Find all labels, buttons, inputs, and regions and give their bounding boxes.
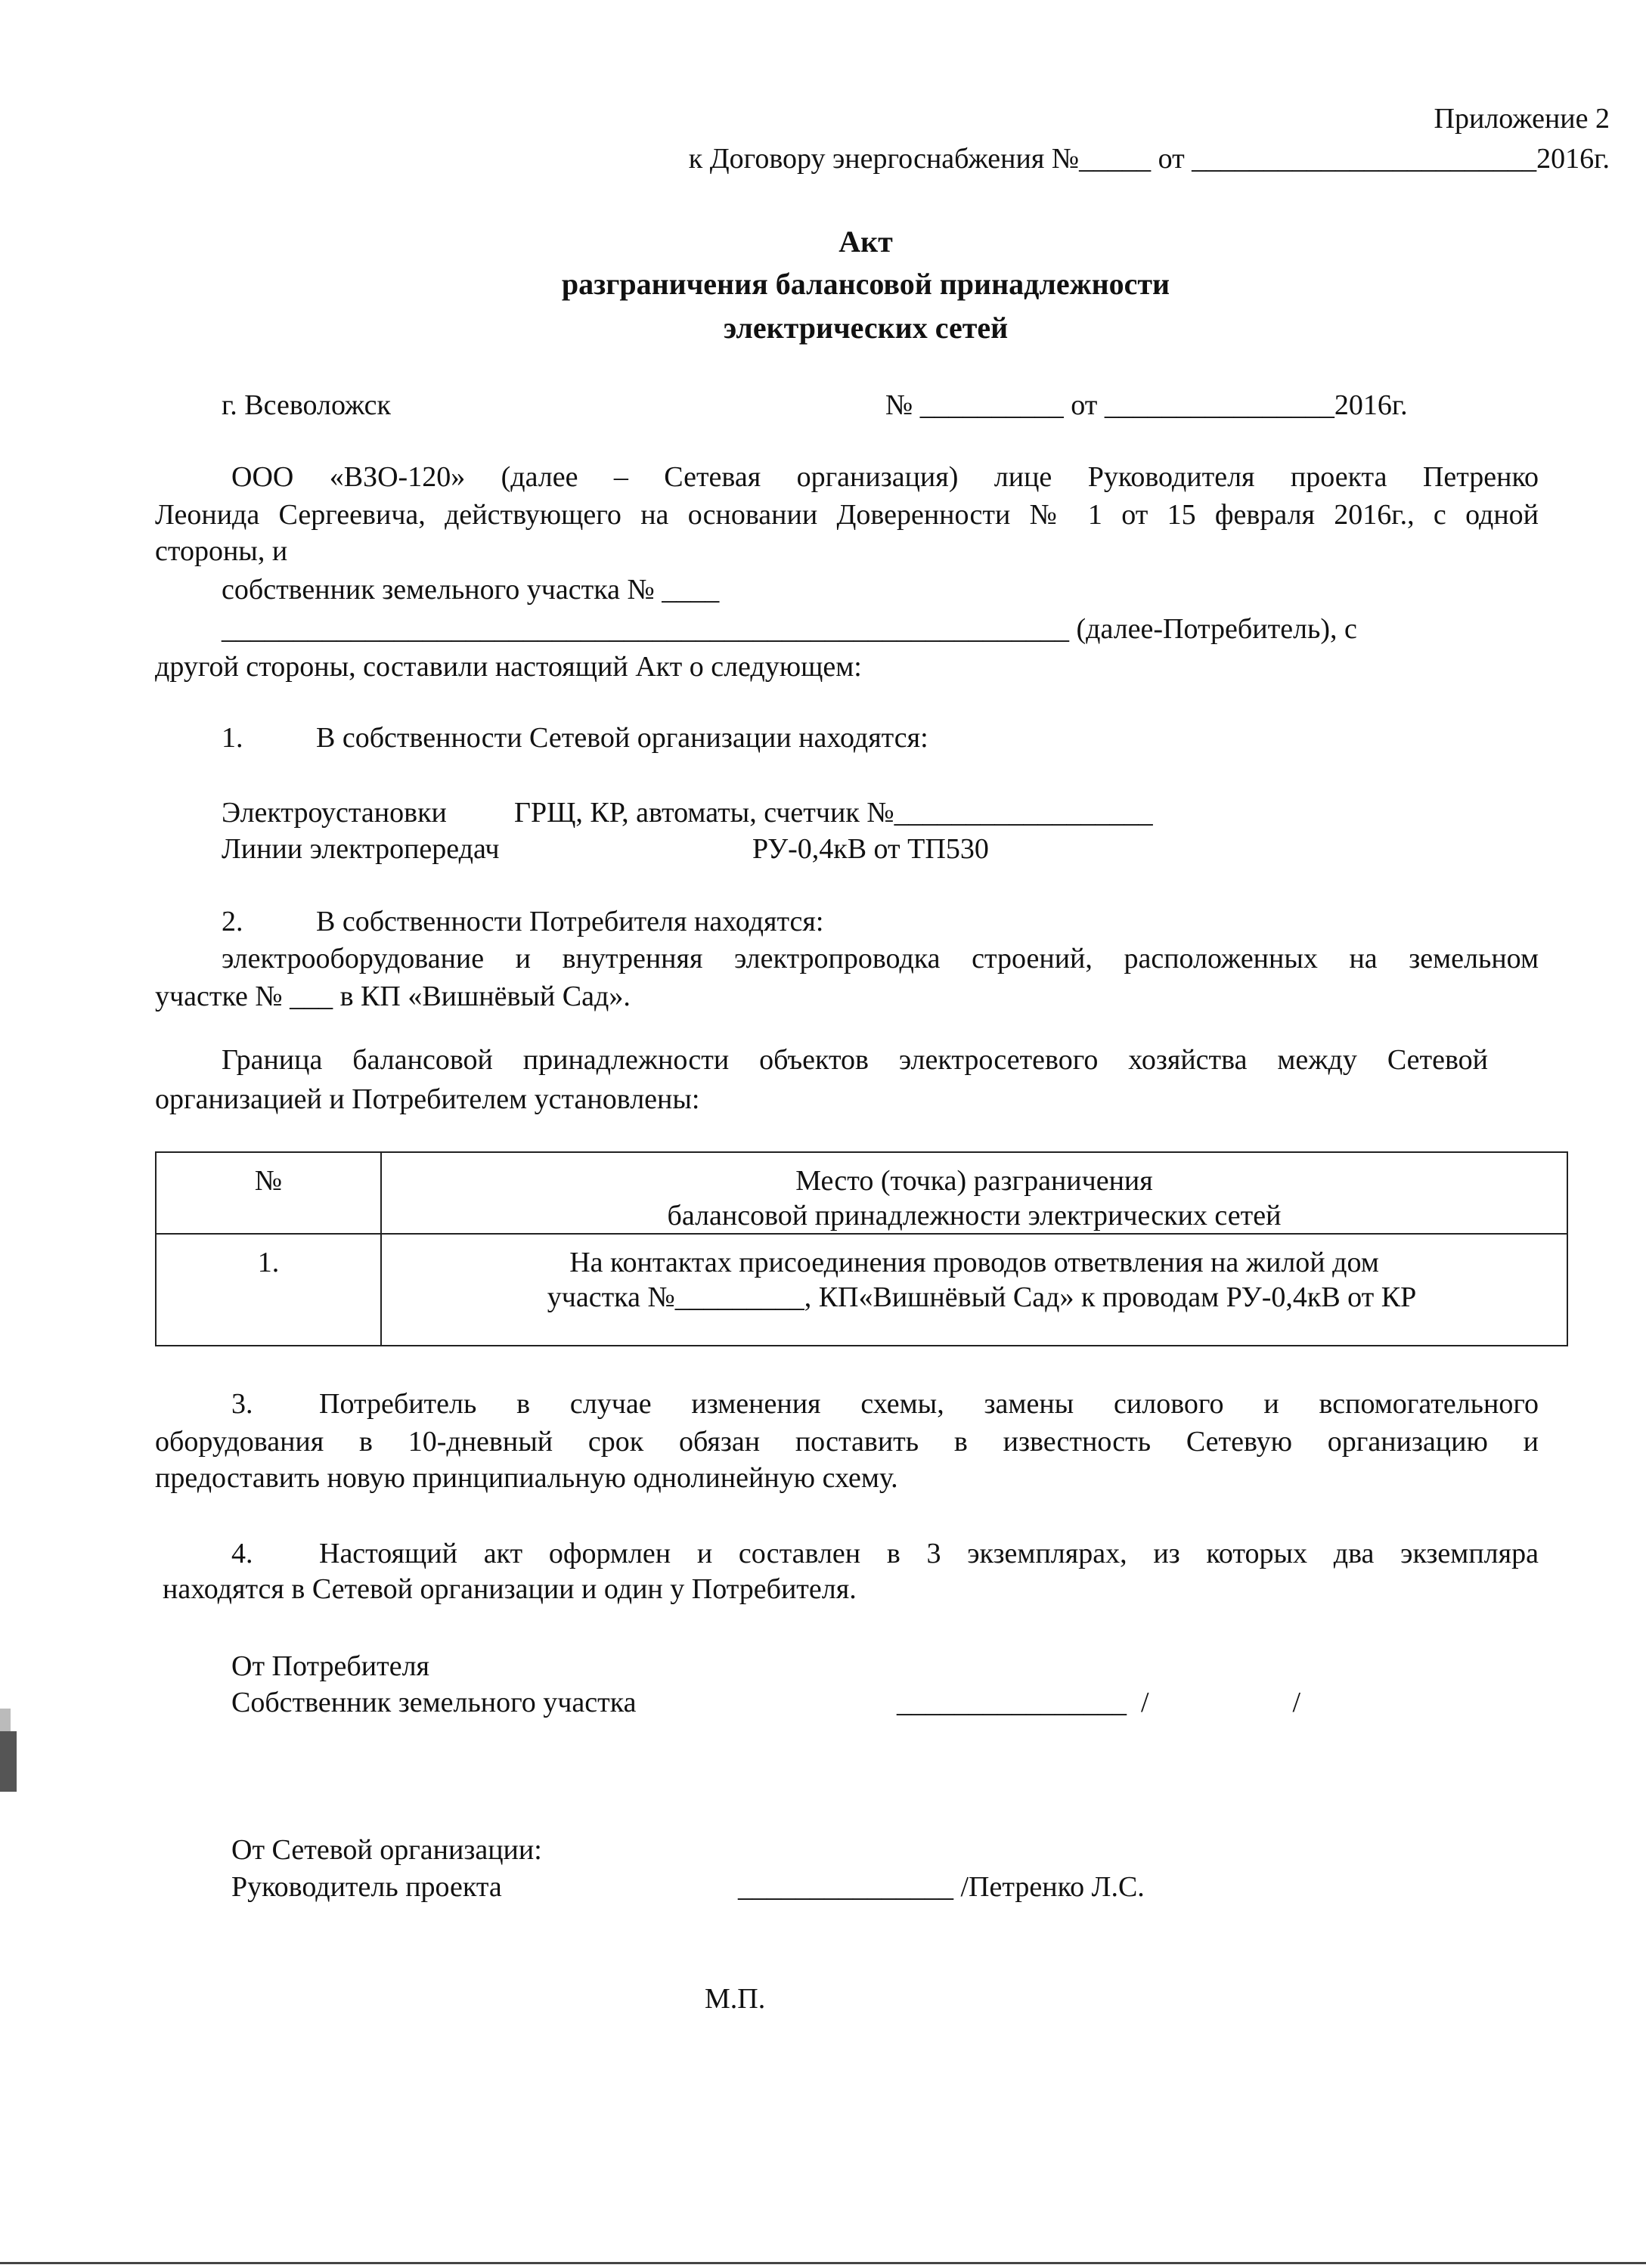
consumer-from: От Потребителя (231, 1650, 430, 1682)
preamble-line: ___________________________________________________________ (далее-Потребитель), с (222, 613, 1357, 645)
number-date: № __________ от ________________2016г. (885, 389, 1408, 421)
section-4-number: 4. (231, 1538, 253, 1569)
table-row (156, 1234, 1567, 1346)
section-2-line: электрооборудование и внутренняя электропроводка строений, расположенных на земельном (222, 943, 1539, 974)
installations-label: Электроустановки (222, 797, 447, 829)
scan-edge (0, 2262, 1646, 2264)
row-place (381, 1234, 1567, 1346)
row-place-line-1: На контактах присоединения проводов ответвления на жилой дом (569, 1247, 1379, 1278)
title-line-1: Акт (838, 225, 893, 259)
title-line-2: разграничения балансовой принадлежности (561, 267, 1170, 301)
boundary-line: Граница балансовой принадлежности объектов электросетевого хозяйства между Сетевой (222, 1044, 1488, 1076)
lines-label: Линии электропередач (222, 833, 500, 865)
preamble-line: стороны, и (155, 535, 288, 567)
section-4-line: Настоящий акт оформлен и составлен в 3 экземплярах, из которых два экземпляра (319, 1538, 1539, 1569)
preamble-line: другой стороны, составили настоящий Акт о следующем: (155, 651, 862, 683)
boundary-line: организацией и Потребителем установлены: (155, 1083, 700, 1115)
stamp-place: М.П. (705, 1983, 766, 2015)
row-number: 1. (156, 1234, 381, 1346)
preamble-line: ООО «ВЗО-120» (далее – Сетевая организация) лице Руководителя проекта Петренко (231, 461, 1539, 493)
header-place-line-1: Место (точка) разграничения (795, 1165, 1153, 1197)
header-place-line-2: балансовой принадлежности электрических сетей (667, 1200, 1282, 1232)
section-4-line: находятся в Сетевой организации и один у Потребителя. (163, 1573, 857, 1605)
consumer-role: Собственник земельного участка (231, 1687, 637, 1718)
network-role: Руководитель проекта (231, 1871, 502, 1903)
section-2-number: 2. (222, 906, 243, 937)
table-header-row (156, 1152, 1567, 1234)
row-place-line-2: участка №_________, КП«Вишнёвый Сад» к проводам РУ-0,4кВ от КР (547, 1281, 1417, 1313)
section-3-line: предоставить новую принципиальную однолинейную схему. (155, 1462, 898, 1494)
section-3-line: Потребитель в случае изменения схемы, замены силового и вспомогательного (319, 1388, 1539, 1420)
boundary-table (155, 1151, 1568, 1346)
place: г. Всеволожск (222, 389, 391, 421)
network-from: От Сетевой организации: (231, 1834, 542, 1866)
network-signature-line: _______________ /Петренко Л.С. (738, 1871, 1145, 1903)
installations-value: ГРЩ, КР, автоматы, счетчик №__________________ (514, 797, 1153, 829)
header-place (381, 1152, 1567, 1234)
header-number: № (156, 1152, 381, 1234)
consumer-signature-line: ________________ / / (897, 1687, 1301, 1718)
section-1-number: 1. (222, 722, 243, 754)
section-3-line: оборудования в 10-дневный срок обязан поставить в известность Сетевую организацию и (155, 1426, 1539, 1458)
section-2-line: участке № ___ в КП «Вишнёвый Сад». (155, 981, 631, 1012)
preamble-line: Леонида Сергеевича, действующего на основании Доверенности № 1 от 15 февраля 2016г., с одной (155, 499, 1539, 531)
scan-artifact (0, 1709, 11, 1731)
section-2-heading: В собственности Потребителя находятся: (316, 906, 824, 937)
title-line-3: электрических сетей (723, 311, 1009, 345)
appendix-label: Приложение 2 (1434, 103, 1610, 135)
scan-artifact (0, 1731, 17, 1792)
section-3-number: 3. (231, 1388, 253, 1420)
lines-value: РУ-0,4кВ от ТП530 (752, 833, 989, 865)
contract-reference: к Договору энергоснабжения №_____ от ________________________2016г. (688, 143, 1610, 175)
preamble-line: собственник земельного участка № ____ (222, 574, 720, 606)
section-1-heading: В собственности Сетевой организации находятся: (316, 722, 928, 754)
